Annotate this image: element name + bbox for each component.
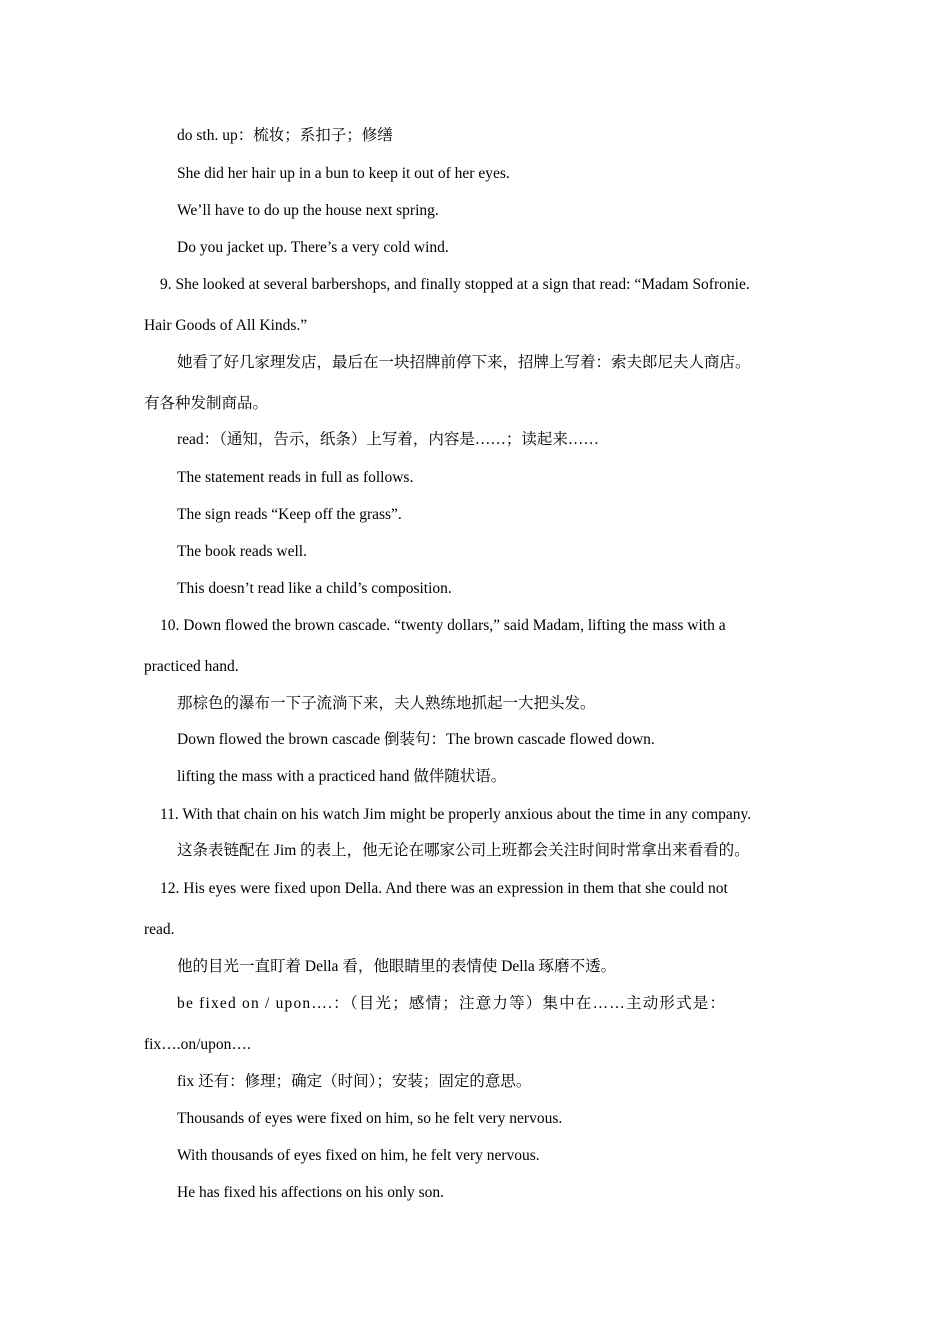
example-sentence: This doesn’t read like a child’s composition. <box>177 580 452 597</box>
translation-line: 那棕色的瀑布一下子流淌下来，夫人熟练地抓起一大把头发。 <box>177 695 596 712</box>
example-sentence: Thousands of eyes were fixed on him, so he felt very nervous. <box>177 1110 563 1127</box>
translation-line: 这条表链配在 Jim 的表上，他无论在哪家公司上班都会关注时间时常拿出来看看的。 <box>177 842 750 859</box>
grammar-note: Down flowed the brown cascade 倒装句：The brown cascade flowed down. <box>177 731 655 748</box>
phrase-heading-be-fixed-on-line2: fix….on/upon…. <box>144 1036 251 1053</box>
numbered-item-12-line1: 12. His eyes were fixed upon Della. And there was an expression in them that she could not <box>160 880 728 897</box>
phrase-heading-do-up: do sth. up：梳妆；系扣子；修缮 <box>177 127 393 144</box>
translation-line1: 她看了好几家理发店，最后在一块招牌前停下来，招牌上写着：索夫郎尼夫人商店。 <box>177 354 751 371</box>
example-sentence: The sign reads “Keep off the grass”. <box>177 506 402 523</box>
example-sentence: Do you jacket up. There’s a very cold wind. <box>177 239 449 256</box>
example-sentence: The book reads well. <box>177 543 307 560</box>
translation-line2: 有各种发制商品。 <box>144 395 269 412</box>
grammar-note: lifting the mass with a practiced hand 做伴随状语。 <box>177 768 507 785</box>
numbered-item-10-line2: practiced hand. <box>144 658 239 675</box>
example-sentence: She did her hair up in a bun to keep it out of her eyes. <box>177 165 510 182</box>
example-sentence: We’ll have to do up the house next spring. <box>177 202 439 219</box>
grammar-note: fix 还有：修理；确定（时间）；安装；固定的意思。 <box>177 1073 532 1090</box>
numbered-item-9-line2: Hair Goods of All Kinds.” <box>144 317 308 334</box>
example-sentence: With thousands of eyes fixed on him, he felt very nervous. <box>177 1147 540 1164</box>
example-sentence: He has fixed his affections on his only son. <box>177 1184 445 1201</box>
numbered-item-11: 11. With that chain on his watch Jim might be properly anxious about the time in any company. <box>160 806 752 823</box>
numbered-item-10-line1: 10. Down flowed the brown cascade. “twenty dollars,” said Madam, lifting the mass with a <box>160 617 726 634</box>
numbered-item-12-line2: read. <box>144 921 175 938</box>
phrase-heading-read: read：（通知，告示，纸条）上写着，内容是……；读起来…… <box>177 431 599 448</box>
example-sentence: The statement reads in full as follows. <box>177 469 414 486</box>
numbered-item-9-line1: 9. She looked at several barbershops, and finally stopped at a sign that read: “Madam Sofronie. <box>160 276 750 293</box>
translation-line: 他的目光一直盯着 Della 看，他眼睛里的表情使 Della 琢磨不透。 <box>177 958 617 975</box>
phrase-heading-be-fixed-on-line1: be fixed on / upon….：（目光；感情；注意力等）集中在……主动形式是： <box>177 995 727 1012</box>
